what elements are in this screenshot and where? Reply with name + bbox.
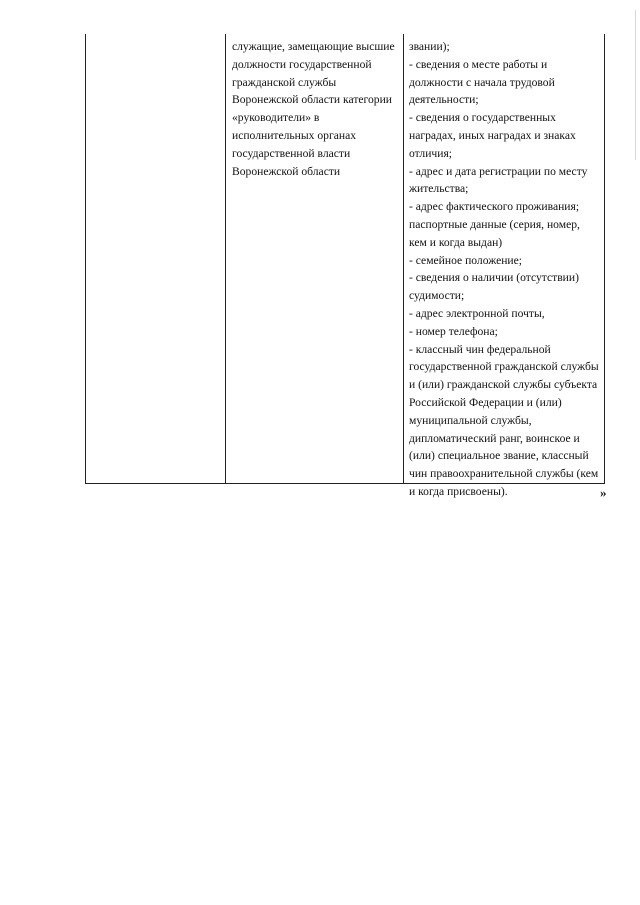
category-line: Воронежской области категории — [232, 93, 393, 107]
closing-quote-mark: » — [600, 485, 607, 500]
data-line: звании); — [409, 40, 450, 53]
category-line: служащие, замещающие высшие — [232, 40, 395, 53]
category-line: государственной власти — [232, 146, 351, 160]
data-line: жительства; — [409, 182, 469, 196]
data-line: - семейное положение; — [409, 253, 522, 267]
data-line: судимости; — [409, 289, 465, 303]
page-edge-line — [635, 10, 636, 160]
data-line: паспортные данные (серия, номер, — [409, 217, 580, 231]
data-line: (или) специальное звание, классный — [409, 449, 589, 463]
data-line: должности с начала трудовой — [409, 75, 555, 89]
data-line: муниципальной службы, — [409, 413, 532, 427]
data-line: - адрес фактического проживания; — [409, 200, 580, 214]
data-line: - сведения о наличии (отсутствии) — [409, 271, 579, 285]
data-line: дипломатический ранг, воинское и — [409, 431, 580, 445]
data-line: деятельности; — [409, 93, 479, 107]
data-line: - сведения о государственных — [409, 111, 556, 125]
data-line: отличия; — [409, 146, 453, 160]
category-line: гражданской службы — [232, 75, 337, 89]
category-line: должности государственной — [232, 57, 372, 71]
category-line: Воронежской области — [232, 164, 341, 178]
table-cell-empty — [86, 34, 226, 483]
data-line: и когда присвоены). — [409, 484, 508, 498]
table-cell-data-list — [404, 34, 604, 498]
data-line: - номер телефона; — [409, 324, 498, 338]
data-line: кем и когда выдан) — [409, 235, 503, 249]
data-line: чин правоохранительной службы (кем — [409, 467, 599, 481]
data-line: - адрес и дата регистрации по месту — [409, 164, 588, 178]
data-line: Российской Федерации и (или) — [409, 395, 562, 409]
data-line: и (или) гражданской службы субъекта — [409, 378, 598, 392]
category-line: исполнительных органах — [232, 128, 357, 142]
data-line: государственной гражданской службы — [409, 360, 599, 374]
category-line: «руководители» в — [232, 111, 320, 125]
data-line: - классный чин федеральной — [409, 342, 551, 356]
table-cell-category — [226, 34, 404, 483]
data-table — [85, 34, 605, 498]
data-line: наградах, иных наградах и знаках — [409, 128, 576, 142]
data-line: - сведения о месте работы и — [409, 57, 548, 71]
data-line: - адрес электронной почты, — [409, 306, 545, 320]
